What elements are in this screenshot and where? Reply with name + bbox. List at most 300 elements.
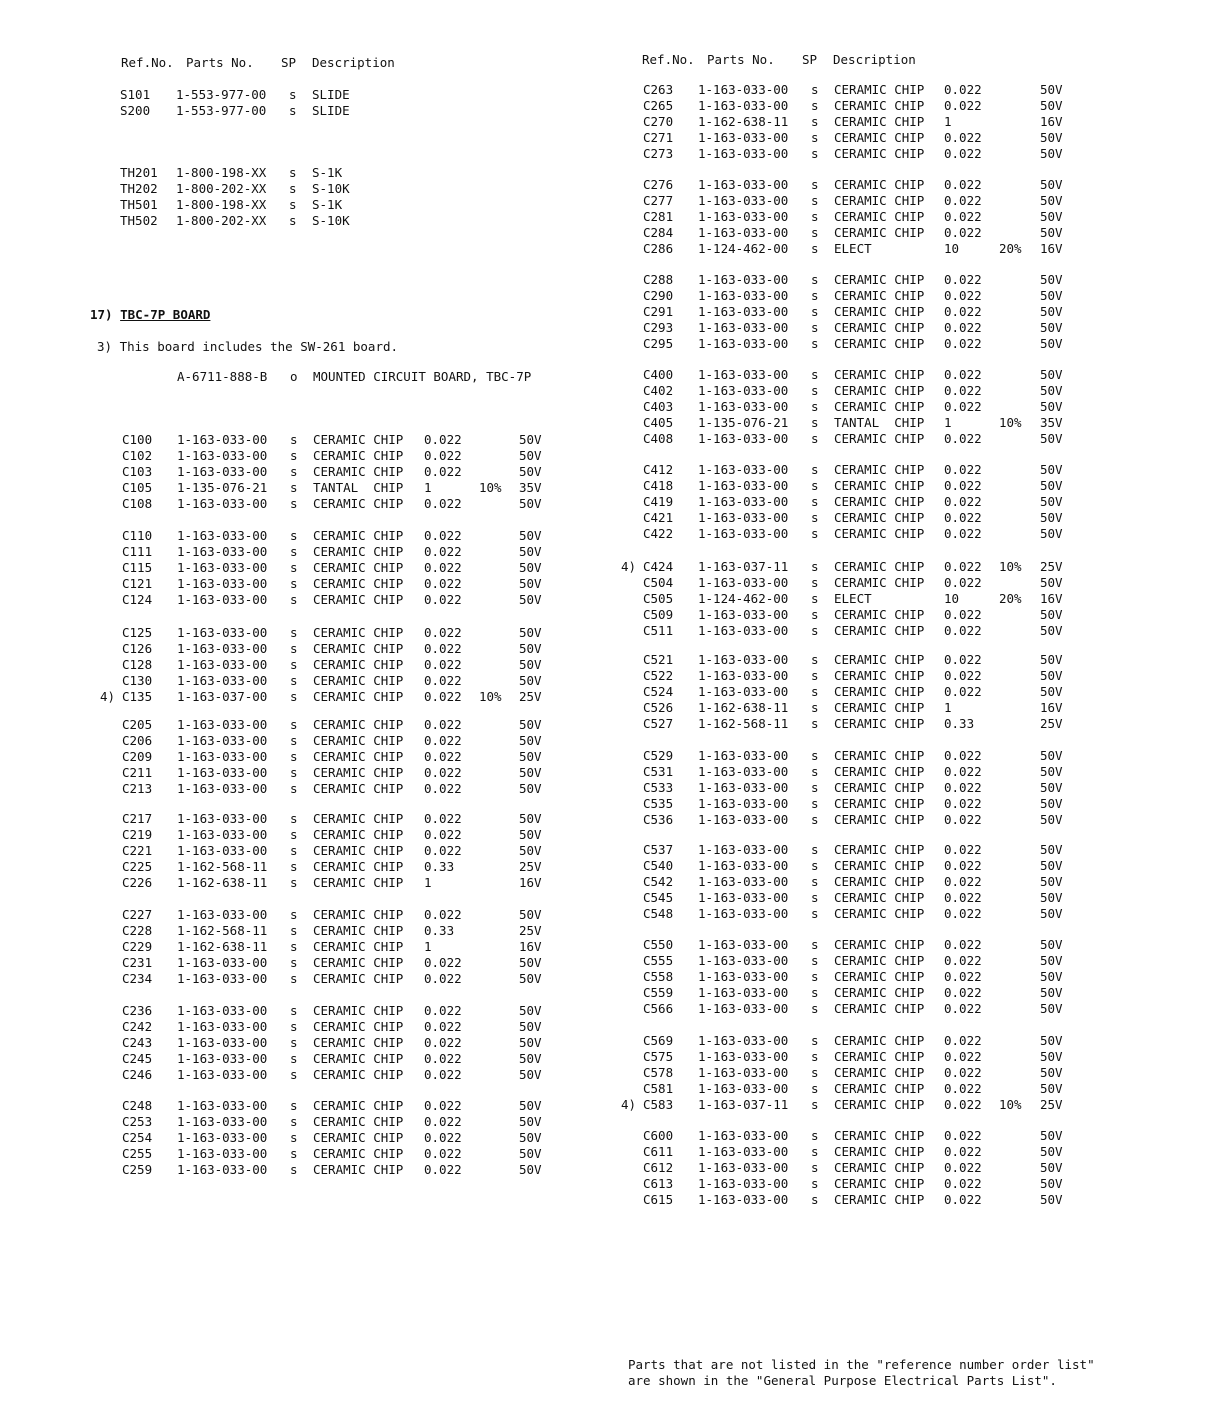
description: CERAMIC CHIP [313,673,404,688]
voltage: 50V [1040,668,1063,683]
description: CERAMIC CHIP [834,1097,925,1112]
sp-code: s [290,544,298,559]
voltage: 50V [519,717,542,732]
sp-code: s [811,969,819,984]
parts-no: 1-163-033-00 [177,464,268,479]
ref-no: C540 [643,858,674,873]
value: 0.022 [944,288,982,303]
voltage: 25V [519,859,542,874]
parts-no: 1-163-033-00 [698,383,789,398]
ref-no: C124 [122,592,153,607]
description: CERAMIC CHIP [313,560,404,575]
value: 0.022 [944,383,982,398]
description: CERAMIC CHIP [834,780,925,795]
ref-no: C550 [643,937,674,952]
sp-code: s [811,591,819,606]
parts-no: 1-163-033-00 [698,320,789,335]
sp-code: s [811,652,819,667]
sp-code: s [811,478,819,493]
parts-no: 1-124-462-00 [698,591,789,606]
value: 0.022 [944,1144,982,1159]
voltage: 50V [519,1162,542,1177]
value: 0.022 [944,764,982,779]
ref-no: C242 [122,1019,153,1034]
description: CERAMIC CHIP [313,923,404,938]
voltage: 50V [519,955,542,970]
voltage: 50V [1040,1065,1063,1080]
sp-code: s [811,526,819,541]
sp-code: s [290,480,298,495]
parts-no: 1-163-033-00 [177,448,268,463]
description: CERAMIC CHIP [313,576,404,591]
ref-no: C419 [643,494,674,509]
parts-no: 1-163-033-00 [698,969,789,984]
parts-no: 1-163-033-00 [698,985,789,1000]
value: 0.022 [424,1098,462,1113]
sp-code: s [290,448,298,463]
parts-no: 1-163-033-00 [698,684,789,699]
value: 0.022 [944,1033,982,1048]
parts-no: 1-163-033-00 [177,811,268,826]
parts-no: 1-163-033-00 [698,906,789,921]
sp-code: s [290,625,298,640]
description: CERAMIC CHIP [313,1051,404,1066]
description: CERAMIC CHIP [834,969,925,984]
description: CERAMIC CHIP [313,811,404,826]
parts-no: 1-163-033-00 [177,657,268,672]
value: 0.022 [424,1051,462,1066]
ref-no: C400 [643,367,674,382]
voltage: 50V [1040,874,1063,889]
sp-code: s [811,716,819,731]
parts-no: 1-163-033-00 [698,431,789,446]
ref-no: TH202 [120,181,158,196]
footnote-line-1: Parts that are not listed in the "reference number order list" [628,1357,1095,1372]
parts-no: 1-163-033-00 [698,652,789,667]
voltage: 50V [1040,494,1063,509]
value: 0.022 [944,478,982,493]
parts-no: 1-553-977-00 [176,87,267,102]
voltage: 50V [1040,842,1063,857]
description: CERAMIC CHIP [834,668,925,683]
description: CERAMIC CHIP [834,114,925,129]
voltage: 50V [519,843,542,858]
parts-no: 1-163-037-00 [177,689,268,704]
sp-code: s [811,1144,819,1159]
value: 0.022 [944,748,982,763]
ref-no: C217 [122,811,153,826]
description: CERAMIC CHIP [834,225,925,240]
parts-no: 1-163-033-00 [698,193,789,208]
ref-no: C225 [122,859,153,874]
voltage: 50V [519,1067,542,1082]
parts-no: 1-163-033-00 [698,336,789,351]
voltage: 50V [519,765,542,780]
voltage: 50V [519,673,542,688]
description: CERAMIC CHIP [313,875,404,890]
description: CERAMIC CHIP [834,1065,925,1080]
value: 0.022 [944,431,982,446]
ref-no: C524 [643,684,674,699]
voltage: 50V [1040,288,1063,303]
ref-no: C125 [122,625,153,640]
value: 0.022 [424,496,462,511]
sp-code: s [811,575,819,590]
sp-code: s [811,462,819,477]
ref-no: C408 [643,431,674,446]
ref-no: C245 [122,1051,153,1066]
value: 0.022 [944,462,982,477]
sp-code: s [811,623,819,638]
sp-code: s [811,1001,819,1016]
parts-no: 1-163-033-00 [177,496,268,511]
description: CERAMIC CHIP [834,1049,925,1064]
value: 0.022 [424,733,462,748]
voltage: 50V [1040,764,1063,779]
description: CERAMIC CHIP [834,684,925,699]
voltage: 50V [1040,383,1063,398]
voltage: 50V [1040,1033,1063,1048]
description: CERAMIC CHIP [834,288,925,303]
ref-no: C545 [643,890,674,905]
voltage: 50V [519,464,542,479]
description: CERAMIC CHIP [313,765,404,780]
parts-no: 1-163-033-00 [698,1144,789,1159]
value: 0.022 [944,320,982,335]
sp-code: s [290,1098,298,1113]
parts-no: 1-163-033-00 [698,1160,789,1175]
parts-no: 1-163-033-00 [698,1081,789,1096]
voltage: 50V [519,448,542,463]
ref-no: S200 [120,103,151,118]
sp-code: s [289,181,297,196]
sp-code: s [811,953,819,968]
parts-no: 1-163-033-00 [177,955,268,970]
parts-no: 1-163-033-00 [177,544,268,559]
sp-header: SP [281,55,297,70]
value: 0.022 [424,1003,462,1018]
description: CERAMIC CHIP [834,796,925,811]
description: CERAMIC CHIP [834,700,925,715]
voltage: 50V [519,733,542,748]
description: CERAMIC CHIP [834,526,925,541]
ref-no: C422 [643,526,674,541]
sp-code: s [290,1035,298,1050]
ref-no: C246 [122,1067,153,1082]
sp-code: s [290,939,298,954]
parts-no: 1-163-033-00 [698,462,789,477]
value: 0.022 [424,749,462,764]
parts-no: 1-162-638-11 [177,939,268,954]
ref-no: C613 [643,1176,674,1191]
voltage: 50V [1040,399,1063,414]
voltage: 16V [519,939,542,954]
value: 0.022 [424,673,462,688]
description: CERAMIC CHIP [834,431,925,446]
parts-no: 1-163-033-00 [698,937,789,952]
value: 0.022 [944,858,982,873]
ref-no: C405 [643,415,674,430]
ref-no: C128 [122,657,153,672]
voltage: 50V [519,1019,542,1034]
sp-code: s [811,193,819,208]
value: 0.022 [424,689,462,704]
description: CERAMIC CHIP [834,272,925,287]
ref-no: C555 [643,953,674,968]
ref-no: C253 [122,1114,153,1129]
voltage: 50V [519,1114,542,1129]
parts-no: 1-163-033-00 [177,843,268,858]
ref-no: C102 [122,448,153,463]
ref-no: C578 [643,1065,674,1080]
footnote [628,1357,1095,1389]
value: 0.022 [424,843,462,858]
sp-code: s [290,1130,298,1145]
description: CERAMIC CHIP [313,1162,404,1177]
value: 0.022 [424,528,462,543]
sp-code: s [811,1049,819,1064]
parts-no: 1-163-033-00 [698,1192,789,1207]
parts-no: 1-163-033-00 [698,668,789,683]
sp-code: s [290,955,298,970]
section-board-name: TBC-7P BOARD [120,307,211,322]
ref-no: C221 [122,843,153,858]
voltage: 50V [1040,890,1063,905]
ref-no: C504 [643,575,674,590]
sp-header: SP [802,52,818,67]
ref-no: C205 [122,717,153,732]
parts-no: 1-163-033-00 [698,796,789,811]
voltage: 25V [1040,1097,1063,1112]
sp-code: s [290,1146,298,1161]
description: CERAMIC CHIP [313,749,404,764]
description: S-1K [312,197,343,212]
value: 0.022 [424,544,462,559]
ref-no: C533 [643,780,674,795]
parts-no: 1-163-033-00 [698,607,789,622]
value: 0.022 [424,432,462,447]
description: CERAMIC CHIP [834,146,925,161]
voltage: 50V [1040,431,1063,446]
value: 0.022 [944,874,982,889]
parts-no: 1-163-033-00 [177,1162,268,1177]
voltage: 50V [1040,652,1063,667]
ref-no: C126 [122,641,153,656]
value: 0.022 [424,1035,462,1050]
value: 0.022 [424,955,462,970]
value: 0.022 [944,1001,982,1016]
parts-no: 1-800-202-XX [176,213,267,228]
description: CERAMIC CHIP [834,748,925,763]
description-header: Description [312,55,395,70]
voltage: 35V [1040,415,1063,430]
mounted-part-no: A-6711-888-B [177,369,268,384]
parts-no: 1-163-033-00 [177,971,268,986]
sp-code: s [290,673,298,688]
ref-no: C277 [643,193,674,208]
voltage: 50V [1040,272,1063,287]
section-number: 17) [90,307,113,322]
ref-no: C421 [643,510,674,525]
sp-code: s [811,937,819,952]
sp-code: s [811,288,819,303]
sp-code: s [290,464,298,479]
sp-code: s [811,320,819,335]
parts-no: 1-163-033-00 [177,1130,268,1145]
value: 0.022 [944,607,982,622]
sp-code: s [811,874,819,889]
ref-no: C581 [643,1081,674,1096]
description: CERAMIC CHIP [834,383,925,398]
ref-no: C293 [643,320,674,335]
voltage: 50V [519,432,542,447]
parts-no: 1-163-033-00 [698,890,789,905]
sp-code: s [289,87,297,102]
mounted-sp: o [290,369,298,384]
ref-no: C288 [643,272,674,287]
ref-no: C286 [643,241,674,256]
ref-no: C529 [643,748,674,763]
sp-code: s [811,383,819,398]
parts-no: 1-163-033-00 [698,478,789,493]
ref-no: C276 [643,177,674,192]
description: ELECT [834,241,872,256]
voltage: 50V [1040,969,1063,984]
sp-code: s [290,576,298,591]
description: CERAMIC CHIP [834,1160,925,1175]
parts-no: 1-163-033-00 [698,623,789,638]
parts-no: 1-163-033-00 [177,432,268,447]
ref-no: C535 [643,796,674,811]
value: 0.022 [944,510,982,525]
voltage: 50V [1040,478,1063,493]
parts-no: 1-162-638-11 [177,875,268,890]
description: CERAMIC CHIP [313,528,404,543]
parts-no: 1-163-033-00 [177,625,268,640]
description: CERAMIC CHIP [834,874,925,889]
description: CERAMIC CHIP [834,1001,925,1016]
description: CERAMIC CHIP [313,657,404,672]
parts-no: 1-163-033-00 [698,858,789,873]
value: 0.022 [944,399,982,414]
voltage: 16V [1040,700,1063,715]
voltage: 50V [519,576,542,591]
value: 0.022 [944,304,982,319]
description: CERAMIC CHIP [313,717,404,732]
sp-code: s [811,890,819,905]
sp-code: s [289,197,297,212]
value: 0.022 [944,985,982,1000]
description: CERAMIC CHIP [313,1067,404,1082]
value: 0.022 [944,82,982,97]
value: 0.022 [944,494,982,509]
sp-code: s [811,1160,819,1175]
ref-no: C403 [643,399,674,414]
description: S-10K [312,181,350,196]
sp-code: s [290,971,298,986]
voltage: 50V [1040,985,1063,1000]
ref-no: C270 [643,114,674,129]
value: 0.022 [944,559,982,574]
description: CERAMIC CHIP [834,575,925,590]
value: 0.022 [424,827,462,842]
parts-no: 1-163-033-00 [698,764,789,779]
parts-no: 1-162-638-11 [698,114,789,129]
value: 0.022 [944,146,982,161]
note-mark: 4) [621,1097,637,1112]
parts-no: 1-800-198-XX [176,165,267,180]
voltage: 50V [519,811,542,826]
description: CERAMIC CHIP [834,98,925,113]
sp-code: s [290,641,298,656]
voltage: 50V [519,781,542,796]
ref-no: C213 [122,781,153,796]
sp-code: s [811,1097,819,1112]
sp-code: s [811,796,819,811]
sp-code: s [811,114,819,129]
ref-no: C219 [122,827,153,842]
description: S-10K [312,213,350,228]
ref-no: C615 [643,1192,674,1207]
value: 0.022 [944,812,982,827]
voltage: 50V [519,1003,542,1018]
ref-no: C110 [122,528,153,543]
value: 0.022 [944,272,982,287]
voltage: 16V [1040,114,1063,129]
parts-no: 1-800-198-XX [176,197,267,212]
tolerance: 10% [479,480,502,495]
description: CERAMIC CHIP [834,842,925,857]
description: CERAMIC CHIP [834,1144,925,1159]
ref-no: C600 [643,1128,674,1143]
voltage: 50V [1040,209,1063,224]
value: 0.022 [944,1081,982,1096]
ref-no: C566 [643,1001,674,1016]
ref-no: TH501 [120,197,158,212]
sp-code: s [290,859,298,874]
parts-no: 1-163-033-00 [177,641,268,656]
parts-no: 1-163-033-00 [698,225,789,240]
description: CERAMIC CHIP [834,607,925,622]
value: 0.022 [944,526,982,541]
value: 0.022 [424,464,462,479]
parts-no: 1-162-638-11 [698,700,789,715]
parts-no: 1-163-033-00 [177,907,268,922]
description: CERAMIC CHIP [834,1192,925,1207]
value: 0.022 [944,1065,982,1080]
description: CERAMIC CHIP [834,906,925,921]
sp-code: s [290,657,298,672]
description: CERAMIC CHIP [313,1146,404,1161]
parts-no: 1-163-033-00 [698,177,789,192]
description: CERAMIC CHIP [834,1033,925,1048]
sp-code: s [290,1019,298,1034]
value: 0.33 [424,923,455,938]
parts-no: 1-163-037-11 [698,1097,789,1112]
ref-no: C402 [643,383,674,398]
ref-no: C234 [122,971,153,986]
description: CERAMIC CHIP [834,462,925,477]
value: 1 [424,480,432,495]
voltage: 50V [1040,1049,1063,1064]
voltage: 50V [519,496,542,511]
parts-no: 1-163-033-00 [177,1003,268,1018]
parts-no: 1-163-033-00 [698,842,789,857]
voltage: 50V [519,544,542,559]
footnote-line-2: are shown in the "General Purpose Electrical Parts List". [628,1373,1057,1388]
voltage: 16V [1040,241,1063,256]
sp-code: s [811,668,819,683]
